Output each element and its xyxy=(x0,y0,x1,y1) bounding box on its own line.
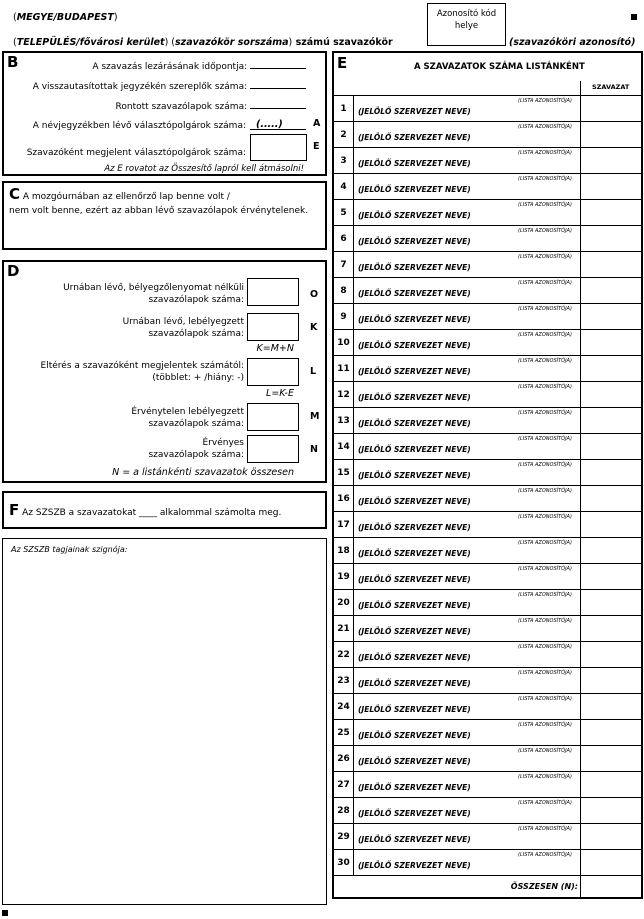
row-number: 22 xyxy=(334,642,354,667)
org-name: (JELÖLŐ SZERVEZET NEVE) xyxy=(358,341,471,350)
vote-field[interactable] xyxy=(580,122,641,147)
list-id: (LISTA AZONOSÍTÓJA) xyxy=(518,696,572,702)
list-id: (LISTA AZONOSÍTÓJA) xyxy=(518,514,572,520)
table-row xyxy=(334,277,641,303)
section-e-letter: E xyxy=(337,54,348,72)
org-name: (JELÖLŐ SZERVEZET NEVE) xyxy=(358,393,471,402)
section-b xyxy=(2,51,327,176)
section-c-text xyxy=(9,187,308,218)
org-name: (JELÖLŐ SZERVEZET NEVE) xyxy=(358,315,471,324)
station-id-label xyxy=(509,37,635,48)
row-number: 23 xyxy=(334,668,354,693)
l-label xyxy=(4,360,244,384)
org-name: (JELÖLŐ SZERVEZET NEVE) xyxy=(358,289,471,298)
table-row xyxy=(334,589,641,615)
org-name: (JELÖLŐ SZERVEZET NEVE) xyxy=(358,731,471,740)
org-name: (JELÖLŐ SZERVEZET NEVE) xyxy=(358,133,471,142)
vote-field[interactable] xyxy=(580,538,641,563)
vote-field[interactable] xyxy=(580,200,641,225)
list-id: (LISTA AZONOSÍTÓJA) xyxy=(518,462,572,468)
org-name: (JELÖLŐ SZERVEZET NEVE) xyxy=(358,809,471,818)
list-id: (LISTA AZONOSÍTÓJA) xyxy=(518,670,572,676)
row-number: 5 xyxy=(334,200,354,225)
paren: ) xyxy=(288,37,293,48)
list-id: (LISTA AZONOSÍTÓJA) xyxy=(518,618,572,624)
code-k: K xyxy=(310,322,318,333)
row-number: 15 xyxy=(334,460,354,485)
row-number: 16 xyxy=(334,486,354,511)
k-label-line1: Urnában lévő, lebélyegzett xyxy=(122,317,244,327)
registered-label: A névjegyzékben lévő választópolgárok száma: xyxy=(32,121,246,131)
table-row xyxy=(334,615,641,641)
n-label xyxy=(4,437,244,461)
list-id: (LISTA AZONOSÍTÓJA) xyxy=(518,436,572,442)
code-m: M xyxy=(310,411,320,422)
list-id: (LISTA AZONOSÍTÓJA) xyxy=(518,124,572,130)
vote-field[interactable] xyxy=(580,408,641,433)
table-row xyxy=(334,173,641,199)
vote-field[interactable] xyxy=(580,148,641,173)
table-row xyxy=(334,511,641,537)
row-number: 30 xyxy=(334,850,354,875)
registered-field[interactable] xyxy=(250,129,306,130)
vote-field[interactable] xyxy=(580,772,641,797)
spoiled-row xyxy=(24,102,306,112)
closing-time-row xyxy=(24,62,306,72)
rejected-label: A visszautasítottak jegyzékén szereplők száma: xyxy=(32,82,248,92)
vote-field[interactable] xyxy=(580,226,641,251)
row-number: 17 xyxy=(334,512,354,537)
paren: ( xyxy=(509,37,514,48)
section-b-note: Az E rovatot az Összesítő lapról kell átmásolni! xyxy=(104,164,304,174)
table-row xyxy=(334,147,641,173)
vote-field[interactable] xyxy=(580,616,641,641)
table-row xyxy=(334,381,641,407)
paren: ) xyxy=(113,12,118,23)
table-row xyxy=(334,771,641,797)
list-id: (LISTA AZONOSÍTÓJA) xyxy=(518,722,572,728)
org-name: (JELÖLŐ SZERVEZET NEVE) xyxy=(358,159,471,168)
table-row xyxy=(334,199,641,225)
list-id: (LISTA AZONOSÍTÓJA) xyxy=(518,748,572,754)
vote-field[interactable] xyxy=(580,252,641,277)
table-row xyxy=(334,823,641,849)
signature-box[interactable] xyxy=(2,538,327,905)
id-box-line2: helye xyxy=(454,21,479,31)
row-number: 14 xyxy=(334,434,354,459)
party-list-table xyxy=(334,95,641,875)
vote-field[interactable] xyxy=(580,434,641,459)
id-code-box xyxy=(427,3,506,46)
table-row xyxy=(334,745,641,771)
row-number: 24 xyxy=(334,694,354,719)
row-number: 10 xyxy=(334,330,354,355)
row-number: 29 xyxy=(334,824,354,849)
row-number: 18 xyxy=(334,538,354,563)
vote-field[interactable] xyxy=(580,96,641,121)
n-label-line1: Érvényes xyxy=(202,438,244,448)
vote-field[interactable] xyxy=(580,642,641,667)
o-label xyxy=(4,282,244,306)
table-row xyxy=(334,225,641,251)
signature-label: Az SZSZB tagjainak szignója: xyxy=(11,545,128,554)
section-f-letter: F xyxy=(9,501,20,519)
section-f-sentence[interactable]: Az SZSZB a szavazatokat ____ alkalommal számolta meg. xyxy=(19,508,282,518)
vote-field[interactable] xyxy=(580,278,641,303)
list-id: (LISTA AZONOSÍTÓJA) xyxy=(518,774,572,780)
vote-field[interactable] xyxy=(580,356,641,381)
row-number: 20 xyxy=(334,590,354,615)
appeared-field[interactable] xyxy=(250,134,307,161)
row-number: 6 xyxy=(334,226,354,251)
n-field[interactable] xyxy=(247,435,299,463)
org-name: (JELÖLŐ SZERVEZET NEVE) xyxy=(358,107,471,116)
org-name: (JELÖLŐ SZERVEZET NEVE) xyxy=(358,783,471,792)
k-formula: K=M+N xyxy=(256,343,294,354)
vote-field[interactable] xyxy=(580,564,641,589)
section-e-title: A SZAVAZATOK SZÁMA LISTÁNKÉNT xyxy=(414,62,585,72)
row-number: 27 xyxy=(334,772,354,797)
org-name: (JELÖLŐ SZERVEZET NEVE) xyxy=(358,679,471,688)
k-label-line2: szavazólapok száma: xyxy=(148,329,244,339)
vote-field[interactable] xyxy=(580,668,641,693)
vote-column-header: SZAVAZAT xyxy=(592,83,630,91)
table-row xyxy=(334,667,641,693)
list-id: (LISTA AZONOSÍTÓJA) xyxy=(518,800,572,806)
code-l: L xyxy=(310,366,317,377)
paren: ) ( xyxy=(164,37,176,48)
vote-field[interactable] xyxy=(580,382,641,407)
list-id: (LISTA AZONOSÍTÓJA) xyxy=(518,358,572,364)
list-id: (LISTA AZONOSÍTÓJA) xyxy=(518,306,572,312)
list-id: (LISTA AZONOSÍTÓJA) xyxy=(518,852,572,858)
code-a: A xyxy=(313,118,321,129)
table-row xyxy=(334,355,641,381)
station-id-text: szavazóköri azonosító xyxy=(513,37,632,48)
paren: ( xyxy=(13,37,17,48)
table-row xyxy=(334,719,641,745)
k-field[interactable] xyxy=(247,313,299,341)
station-number-label: szavazókör sorszáma xyxy=(175,37,289,48)
settlement-label: TELEPÜLÉS/fővárosi kerület xyxy=(16,37,165,48)
vote-field[interactable] xyxy=(580,850,641,875)
closing-time-label: A szavazás lezárásának időpontja: xyxy=(92,62,248,72)
org-name: (JELÖLŐ SZERVEZET NEVE) xyxy=(358,523,471,532)
code-o: O xyxy=(310,289,319,300)
table-row xyxy=(334,303,641,329)
row-number: 21 xyxy=(334,616,354,641)
section-d xyxy=(2,260,327,483)
row-number: 11 xyxy=(334,356,354,381)
list-id: (LISTA AZONOSÍTÓJA) xyxy=(518,98,572,104)
m-field[interactable] xyxy=(247,403,299,431)
registration-mark xyxy=(631,14,637,20)
list-id: (LISTA AZONOSÍTÓJA) xyxy=(518,644,572,650)
rejected-row xyxy=(24,82,306,92)
table-row xyxy=(334,563,641,589)
section-f xyxy=(2,491,327,529)
org-name: (JELÖLŐ SZERVEZET NEVE) xyxy=(358,185,471,194)
vote-field[interactable] xyxy=(580,590,641,615)
org-name: (JELÖLŐ SZERVEZET NEVE) xyxy=(358,367,471,376)
list-id: (LISTA AZONOSÍTÓJA) xyxy=(518,566,572,572)
row-number: 28 xyxy=(334,798,354,823)
list-id: (LISTA AZONOSÍTÓJA) xyxy=(518,202,572,208)
paren: ) xyxy=(631,37,636,48)
list-id: (LISTA AZONOSÍTÓJA) xyxy=(518,150,572,156)
row-number: 3 xyxy=(334,148,354,173)
m-label-line2: szavazólapok száma: xyxy=(148,419,244,429)
section-b-letter: B xyxy=(7,53,19,71)
total-label: ÖSSZESEN (N): xyxy=(510,882,578,891)
table-row xyxy=(334,251,641,277)
list-id: (LISTA AZONOSÍTÓJA) xyxy=(518,254,572,260)
section-e xyxy=(332,51,643,899)
row-number: 9 xyxy=(334,304,354,329)
org-name: (JELÖLŐ SZERVEZET NEVE) xyxy=(358,861,471,870)
list-id: (LISTA AZONOSÍTÓJA) xyxy=(518,176,572,182)
vote-field[interactable] xyxy=(580,304,641,329)
l-label-line2: (többlet: + /hiány: -) xyxy=(152,373,244,383)
vote-field[interactable] xyxy=(580,486,641,511)
list-id: (LISTA AZONOSÍTÓJA) xyxy=(518,826,572,832)
section-f-text xyxy=(9,501,281,519)
list-id: (LISTA AZONOSÍTÓJA) xyxy=(518,228,572,234)
k-label xyxy=(4,316,244,340)
vote-field[interactable] xyxy=(580,798,641,823)
table-row xyxy=(334,407,641,433)
vote-field[interactable] xyxy=(580,720,641,745)
row-number: 4 xyxy=(334,174,354,199)
section-d-letter: D xyxy=(7,262,20,280)
list-id: (LISTA AZONOSÍTÓJA) xyxy=(518,410,572,416)
table-row xyxy=(334,121,641,147)
org-name: (JELÖLŐ SZERVEZET NEVE) xyxy=(358,601,471,610)
section-c-letter: C xyxy=(9,185,21,203)
vote-field[interactable] xyxy=(580,746,641,771)
spoiled-label: Rontott szavazólapok száma: xyxy=(115,102,248,112)
org-name: (JELÖLŐ SZERVEZET NEVE) xyxy=(358,419,471,428)
vote-field[interactable] xyxy=(580,512,641,537)
table-row xyxy=(334,537,641,563)
section-c-line2: nem volt benne, ezért az abban lévő szavazólapok érvénytelenek. xyxy=(9,206,309,216)
vote-field[interactable] xyxy=(580,174,641,199)
m-label-line1: Érvénytelen lebélyegzett xyxy=(131,407,244,417)
registration-mark xyxy=(2,910,8,916)
org-name: (JELÖLŐ SZERVEZET NEVE) xyxy=(358,211,471,220)
org-name: (JELÖLŐ SZERVEZET NEVE) xyxy=(358,445,471,454)
org-name: (JELÖLŐ SZERVEZET NEVE) xyxy=(358,653,471,662)
row-number: 13 xyxy=(334,408,354,433)
station-suffix: számú szavazókör xyxy=(292,37,393,48)
list-id: (LISTA AZONOSÍTÓJA) xyxy=(518,384,572,390)
paren: ( xyxy=(13,12,17,23)
appeared-label: Szavazóként megjelent választópolgárok száma: xyxy=(26,148,246,158)
id-box-line1: Azonosító kód xyxy=(436,9,497,19)
row-number: 1 xyxy=(334,96,354,121)
n-formula: N = a listánkénti szavazatok összesen xyxy=(112,467,294,478)
total-vote-field[interactable] xyxy=(580,876,641,897)
o-field[interactable] xyxy=(247,278,299,306)
list-id: (LISTA AZONOSÍTÓJA) xyxy=(518,488,572,494)
table-row xyxy=(334,849,641,875)
table-row xyxy=(334,693,641,719)
org-name: (JELÖLŐ SZERVEZET NEVE) xyxy=(358,835,471,844)
total-row xyxy=(334,875,641,897)
row-number: 25 xyxy=(334,720,354,745)
registered-value: (.....) xyxy=(256,119,283,130)
org-name: (JELÖLŐ SZERVEZET NEVE) xyxy=(358,575,471,584)
org-name: (JELÖLŐ SZERVEZET NEVE) xyxy=(358,471,471,480)
vote-field[interactable] xyxy=(580,330,641,355)
list-id: (LISTA AZONOSÍTÓJA) xyxy=(518,540,572,546)
code-n: N xyxy=(310,444,318,455)
list-id: (LISTA AZONOSÍTÓJA) xyxy=(518,280,572,286)
table-row xyxy=(334,459,641,485)
m-label xyxy=(4,406,244,430)
table-row xyxy=(334,797,641,823)
org-name: (JELÖLŐ SZERVEZET NEVE) xyxy=(358,497,471,506)
row-number: 12 xyxy=(334,382,354,407)
section-c xyxy=(2,181,327,250)
org-name: (JELÖLŐ SZERVEZET NEVE) xyxy=(358,757,471,766)
org-name: (JELÖLŐ SZERVEZET NEVE) xyxy=(358,627,471,636)
vote-field[interactable] xyxy=(580,460,641,485)
county-header xyxy=(13,12,118,23)
table-row xyxy=(334,433,641,459)
table-row xyxy=(334,485,641,511)
row-number: 2 xyxy=(334,122,354,147)
org-name: (JELÖLŐ SZERVEZET NEVE) xyxy=(358,549,471,558)
row-number: 8 xyxy=(334,278,354,303)
spoiled-field[interactable] xyxy=(250,108,306,109)
o-label-line1: Urnában lévő, bélyegzőlenyomat nélküli xyxy=(63,283,244,293)
list-id: (LISTA AZONOSÍTÓJA) xyxy=(518,592,572,598)
l-field[interactable] xyxy=(247,358,299,386)
rejected-field[interactable] xyxy=(250,88,306,89)
l-label-line1: Eltérés a szavazóként megjelentek számától: xyxy=(40,361,244,371)
n-label-line2: szavazólapok száma: xyxy=(148,450,244,460)
station-header xyxy=(13,37,393,48)
o-label-line2: szavazólapok száma: xyxy=(148,295,244,305)
code-e: E xyxy=(313,141,320,152)
org-name: (JELÖLŐ SZERVEZET NEVE) xyxy=(358,705,471,714)
row-number: 26 xyxy=(334,746,354,771)
l-formula: L=K-E xyxy=(266,388,294,399)
vote-field[interactable] xyxy=(580,694,641,719)
table-row xyxy=(334,95,641,121)
closing-time-field[interactable] xyxy=(250,68,306,69)
row-number: 7 xyxy=(334,252,354,277)
row-number: 19 xyxy=(334,564,354,589)
vote-field[interactable] xyxy=(580,824,641,849)
section-c-line1: A mozgóurnában az ellenőrző lap benne volt / xyxy=(20,192,230,202)
org-name: (JELÖLŐ SZERVEZET NEVE) xyxy=(358,237,471,246)
table-row xyxy=(334,329,641,355)
table-row xyxy=(334,641,641,667)
vote-header-cell xyxy=(580,81,641,95)
county-label: MEGYE/BUDAPEST xyxy=(16,12,114,23)
list-id: (LISTA AZONOSÍTÓJA) xyxy=(518,332,572,338)
org-name: (JELÖLŐ SZERVEZET NEVE) xyxy=(358,263,471,272)
